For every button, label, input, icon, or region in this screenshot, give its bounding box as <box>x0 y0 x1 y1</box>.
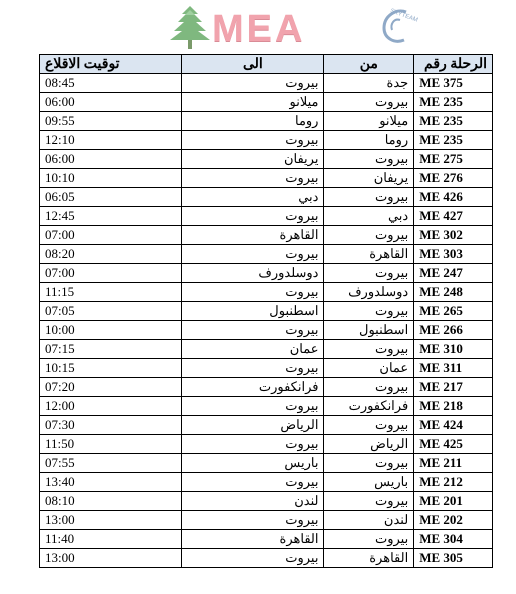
departure-time-cell: 11:15 <box>40 283 182 302</box>
table-row <box>40 492 493 511</box>
departure-time-cell: 06:05 <box>40 188 182 207</box>
destination-cell: يريفان <box>182 150 324 169</box>
table-row <box>40 397 493 416</box>
table-row <box>40 416 493 435</box>
table-row <box>40 454 493 473</box>
flight-schedule-table <box>39 54 493 568</box>
origin-cell: ميلانو <box>324 112 414 131</box>
table-row <box>40 549 493 568</box>
destination-cell: عمان <box>182 340 324 359</box>
header-origin: من <box>324 55 414 74</box>
departure-time-cell: 08:10 <box>40 492 182 511</box>
table-row <box>40 302 493 321</box>
flight-number-cell: ME 266 <box>414 321 493 340</box>
flight-number-cell: ME 265 <box>414 302 493 321</box>
destination-cell: بيروت <box>182 207 324 226</box>
flight-number-cell: ME 427 <box>414 207 493 226</box>
flight-number-cell: ME 247 <box>414 264 493 283</box>
destination-cell: القاهرة <box>182 226 324 245</box>
origin-cell: بيروت <box>324 150 414 169</box>
origin-cell: لندن <box>324 511 414 530</box>
header-destination: الى <box>182 55 324 74</box>
destination-cell: اسطنبول <box>182 302 324 321</box>
destination-cell: بيروت <box>182 321 324 340</box>
flight-number-cell: ME 425 <box>414 435 493 454</box>
table-row <box>40 264 493 283</box>
table-row <box>40 283 493 302</box>
destination-cell: فرانكفورت <box>182 378 324 397</box>
destination-cell: بيروت <box>182 511 324 530</box>
flight-number-cell: ME 302 <box>414 226 493 245</box>
skyteam-icon <box>376 4 419 48</box>
flight-number-cell: ME 218 <box>414 397 493 416</box>
origin-cell: دبي <box>324 207 414 226</box>
flight-number-cell: ME 303 <box>414 245 493 264</box>
origin-cell: دوسلدورف <box>324 283 414 302</box>
origin-cell: باريس <box>324 473 414 492</box>
origin-cell: بيروت <box>324 302 414 321</box>
header-departure-time: توقيت الاقلاع <box>40 55 182 74</box>
departure-time-cell: 06:00 <box>40 150 182 169</box>
destination-cell: لندن <box>182 492 324 511</box>
origin-cell: بيروت <box>324 226 414 245</box>
destination-cell: بيروت <box>182 74 324 93</box>
origin-cell: فرانكفورت <box>324 397 414 416</box>
origin-cell: روما <box>324 131 414 150</box>
flight-number-cell: ME 426 <box>414 188 493 207</box>
departure-time-cell: 07:20 <box>40 378 182 397</box>
flight-number-cell: ME 305 <box>414 549 493 568</box>
flight-number-cell: ME 276 <box>414 169 493 188</box>
table-row <box>40 321 493 340</box>
table-row <box>40 150 493 169</box>
table-row <box>40 511 493 530</box>
departure-time-cell: 12:10 <box>40 131 182 150</box>
flight-number-cell: ME 202 <box>414 511 493 530</box>
departure-time-cell: 07:30 <box>40 416 182 435</box>
flight-number-cell: ME 212 <box>414 473 493 492</box>
departure-time-cell: 11:40 <box>40 530 182 549</box>
origin-cell: بيروت <box>324 188 414 207</box>
table-row <box>40 378 493 397</box>
flight-number-cell: ME 310 <box>414 340 493 359</box>
destination-cell: بيروت <box>182 397 324 416</box>
table-row <box>40 530 493 549</box>
flight-number-cell: ME 248 <box>414 283 493 302</box>
table-row <box>40 93 493 112</box>
table-row <box>40 226 493 245</box>
origin-cell: يريفان <box>324 169 414 188</box>
flight-number-cell: ME 235 <box>414 131 493 150</box>
flight-number-cell: ME 311 <box>414 359 493 378</box>
table-row <box>40 435 493 454</box>
departure-time-cell: 10:15 <box>40 359 182 378</box>
origin-cell: بيروت <box>324 454 414 473</box>
flight-number-cell: ME 375 <box>414 74 493 93</box>
flight-number-cell: ME 217 <box>414 378 493 397</box>
departure-time-cell: 07:00 <box>40 264 182 283</box>
destination-cell: باريس <box>182 454 324 473</box>
departure-time-cell: 11:50 <box>40 435 182 454</box>
svg-text:SKYTEAM: SKYTEAM <box>389 8 419 24</box>
origin-cell: بيروت <box>324 340 414 359</box>
destination-cell: بيروت <box>182 245 324 264</box>
flight-number-cell: ME 235 <box>414 93 493 112</box>
flight-number-cell: ME 304 <box>414 530 493 549</box>
origin-cell: بيروت <box>324 492 414 511</box>
destination-cell: بيروت <box>182 473 324 492</box>
destination-cell: بيروت <box>182 435 324 454</box>
departure-time-cell: 13:40 <box>40 473 182 492</box>
departure-time-cell: 06:00 <box>40 93 182 112</box>
origin-cell: بيروت <box>324 530 414 549</box>
departure-time-cell: 07:15 <box>40 340 182 359</box>
departure-time-cell: 13:00 <box>40 549 182 568</box>
destination-cell: روما <box>182 112 324 131</box>
destination-cell: بيروت <box>182 549 324 568</box>
origin-cell: بيروت <box>324 264 414 283</box>
table-row <box>40 188 493 207</box>
departure-time-cell: 12:00 <box>40 397 182 416</box>
table-row <box>40 359 493 378</box>
origin-cell: بيروت <box>324 378 414 397</box>
origin-cell: اسطنبول <box>324 321 414 340</box>
table-row <box>40 245 493 264</box>
origin-cell: القاهرة <box>324 245 414 264</box>
destination-cell: بيروت <box>182 169 324 188</box>
departure-time-cell: 12:45 <box>40 207 182 226</box>
origin-cell: بيروت <box>324 416 414 435</box>
departure-time-cell: 10:10 <box>40 169 182 188</box>
departure-time-cell: 07:55 <box>40 454 182 473</box>
destination-cell: بيروت <box>182 131 324 150</box>
flight-number-cell: ME 235 <box>414 112 493 131</box>
destination-cell: القاهرة <box>182 530 324 549</box>
table-row <box>40 131 493 150</box>
flight-number-cell: ME 211 <box>414 454 493 473</box>
cedar-tree-icon <box>168 4 212 50</box>
departure-time-cell: 08:20 <box>40 245 182 264</box>
destination-cell: بيروت <box>182 359 324 378</box>
flight-number-cell: ME 201 <box>414 492 493 511</box>
origin-cell: جدة <box>324 74 414 93</box>
brand-wordmark: MEA <box>212 8 306 50</box>
table-row <box>40 74 493 93</box>
departure-time-cell: 09:55 <box>40 112 182 131</box>
table-header-row <box>40 55 493 74</box>
origin-cell: القاهرة <box>324 549 414 568</box>
destination-cell: دوسلدورف <box>182 264 324 283</box>
departure-time-cell: 07:00 <box>40 226 182 245</box>
destination-cell: ميلانو <box>182 93 324 112</box>
table-row <box>40 207 493 226</box>
table-row <box>40 340 493 359</box>
table-row <box>40 169 493 188</box>
table-body <box>40 74 493 568</box>
table-row <box>40 112 493 131</box>
header-flight-number: الرحلة رقم <box>414 55 493 74</box>
flight-number-cell: ME 424 <box>414 416 493 435</box>
origin-cell: عمان <box>324 359 414 378</box>
flight-number-cell: ME 275 <box>414 150 493 169</box>
page-header <box>0 0 516 54</box>
departure-time-cell: 08:45 <box>40 74 182 93</box>
destination-cell: الرياض <box>182 416 324 435</box>
origin-cell: بيروت <box>324 93 414 112</box>
origin-cell: الرياض <box>324 435 414 454</box>
table-row <box>40 473 493 492</box>
departure-time-cell: 10:00 <box>40 321 182 340</box>
departure-time-cell: 13:00 <box>40 511 182 530</box>
destination-cell: بيروت <box>182 283 324 302</box>
departure-time-cell: 07:05 <box>40 302 182 321</box>
mea-logo <box>168 4 419 50</box>
destination-cell: دبي <box>182 188 324 207</box>
